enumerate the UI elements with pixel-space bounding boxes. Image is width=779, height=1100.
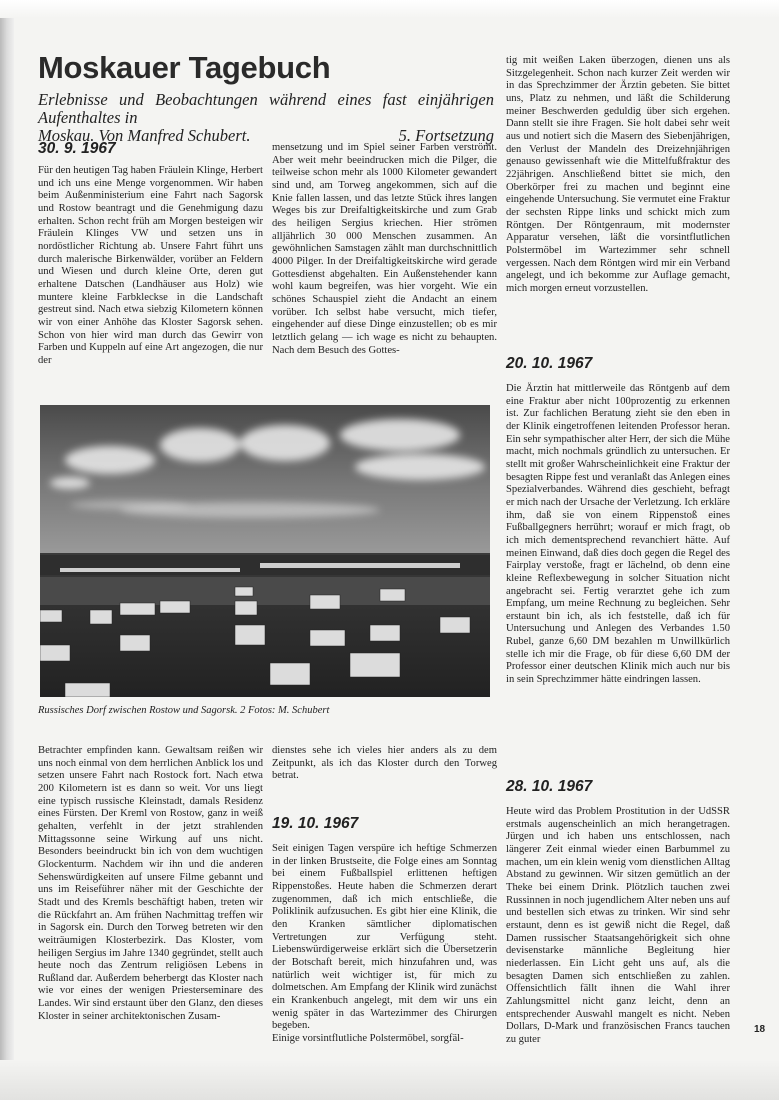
- body-paragraph: dienstes sehe ich vieles hier anders als zu dem Zeitpunkt, als ich das Kloster durch den Torweg betrat.: [272, 745, 497, 782]
- entry-date-heading: 20. 10. 1967: [506, 355, 593, 372]
- page-bottom-margin: [0, 1060, 779, 1100]
- article-column-2-top: [272, 142, 497, 357]
- article-column-2-entry-2: [272, 843, 497, 1046]
- body-paragraph: Betrachter empfinden kann. Gewaltsam reißen wir uns noch einmal von dem herrlichen Anblick los und setzen unsere Fahrt nach Rostock fort. Nach etwa 200 Kilometern ist es dann so weit. Vor uns liegt eine typisch russische Kleinstadt, damals Residenz eines Fürsten. Der Kreml von Rostow, ganz in weiß gehalten, verfehlt in der jetzt strahlenden Mittagssonne seine Wirkung auf uns nicht. Besonders beeindruckt bin ich von dem wuchtigen Glockenturm. Nachdem wir ihn und die anderen Sehenswürdigkeiten auf unsere Filme gebannt und uns im Reiseführer näher mit der Geschichte der Stadt und des Kremls beschäftigt haben, treten wir die Rückfahrt an. Am frühen Nachmittag treffen wir in Sagorsk ein. Durch den Torweg betreten wir den weiträumigen Klosterbezirk. Das Kloster, vom heiligen Sergius im Jahre 1340 gegründet, stellt auch heute noch das Zentrum religiösen Lebens in Rußland dar. Außerdem beherbergt das Kloster nach wie vor eines der wenigen Priesterseminare des Landes. Wir sind erstaunt über den Glanz, den dieses Kloster in seiner architektonischen Zusam-: [38, 745, 263, 1022]
- village-landscape-image: [40, 405, 490, 697]
- author-byline: Moskau. Von Manfred Schubert.: [38, 126, 251, 145]
- article-column-1-bottom: [38, 745, 263, 1023]
- body-paragraph: Die Ärztin hat mittlerweile das Röntgenb auf dem eine Fraktur aber nicht 100prozentig zu erkennen ist. Zur fachlichen Beratung zieht sie den eben in der Klinik eingetroffenen leitenden Professor heran. Ein sehr sympathischer alter Herr, der sich die Mühe macht, mich nochmals gründlich zu untersuchen. Er stellt mit großer Wahrscheinlichkeit eine Fraktur der besagten Rippe fest und veranlaßt das Anlegen eines Spezialverbandes. Während dies geschieht, befragt er mich nach der Ursache der Verletzung. Ich erkläre ihm, daß sie von einem Rippenstoß eines Fußballgegners herrührt; worauf er mich fragt, ob ich mich dementsprechend revanchiert hätte. Auf meinen Einwand, daß dies doch gegen die Regel des Fairplay verstoße, fragt er lächelnd, ob denn eine kleine Reflexbewegung in solcher Situation nicht angebracht sei. Fertig verarztet gehe ich zum Empfang, um meine Rechnung zu begleichen. Sehr erstaunt bin ich, als ich feststelle, daß ich für Untersuchung und Anlegen des Verbandes 1.50 Rubel, ganze 6,60 DM bezahlen m Unwillkürlich stelle ich mir die Frage, ob für diese 6,60 DM der Professor einer deutschen Klinik mich auch nur bis in sein Sprechzimmer hätte eindringen lassen.: [506, 383, 730, 686]
- body-paragraph: mensetzung und im Spiel seiner Farben verströmt. Aber weit mehr beeindrucken mich die Pilger, die teilweise schon mehr als 1000 Kilometer gewandert sind und, am Torweg angekommen, sich auf die Knie fallen lassen, und das letzte Stück ihres langen Weges bis zur Dreifaltigkeitskirche und zum Grab des heiligen Sergius kriechen. Hier strömen alljährlich 30 000 Menschen zusammen. An gewöhnlichen Samstagen zählt man durchschnittlich 4000 Pilger. In der Dreifaltigkeitskirche wird gerade Gottesdienst abgehalten. Ein Außenstehender kann wohl kaum begreifen, was hier vorgeht. Wie ein schönes Schauspiel zieht die Andacht an einem vorüber. Ich selbst habe versucht, mich tiefer, eingehender auf diese Dinge einzustellen; ob es mir letztlich gelang — ich wage es nicht zu behaupten. Nach dem Besuch des Gottes-: [272, 142, 497, 356]
- article-column-3-top: [506, 55, 730, 295]
- article-column-1-top: [38, 165, 263, 368]
- article-subtitle: [38, 91, 494, 145]
- installment-label: 5. Fortsetzung: [398, 126, 494, 145]
- village-photo: [40, 405, 490, 697]
- body-paragraph: Für den heutigen Tag haben Fräulein Klinge, Herbert und ich uns eine Menge vorgenommen. Wir haben beim Außenministerium eine Fahrt nach Sagorsk und Rostow beantragt und die Genehmigung dazu erhalten. Schon recht früh am Morgen besteigen wir Fräulein Klinges VW und setzen uns in nordöstlicher Richtung ab. Unsere Fahrt führt uns durch malerische Birkenwälder, vorüber an Feldern und Wiesen und durch kleine Orte, deren gut erhaltene Datschen (Landhäuser aus Holz) wie muntere kleine Farbkleckse in die Landschaft gestreut sind. Nach etwa siebzig Kilometern können wir von einer Anhöhe das Kloster Sagorsk sehen. Schon von hier wird man durch das Gewirr von Farben und Kuppeln auf eine Art angezogen, die nur der: [38, 165, 263, 366]
- photo-caption: Russisches Dorf zwischen Rostow und Sagorsk. 2 Fotos: M. Schubert: [38, 705, 330, 716]
- entry-date-heading: 19. 10. 1967: [272, 815, 359, 832]
- entry-date-heading: 28. 10. 1967: [506, 778, 593, 795]
- body-paragraph: Heute wird das Problem Prostitution in der UdSSR erstmals augenscheinlich an mich herangetragen. Jürgen und ich haben uns entschlossen, nach längerer Zeit einmal wieder einen Barbummel zu machen, um ein klein wenig vom dienstlichen Alltag Abstand zu gewinnen. Wir sitzen gemütlich an der Theke bei einem Drink. Plötzlich tauchen zwei Russinnen in noch jugendlichem Alter neben uns auf und bestellen sich etwas zu trinken. Wir sind sehr erstaunt, denn es ist gewiß nicht die Regel, daß Damen russischer Staatsangehörigkeit sich ohne devisenstarke männliche Begleitung hier niederlassen. Ein Licht geht uns auf, als die besagten Damen sich entschließen zu zahlen. Offensichtlich fällt ihnen die Wahl ihrer Zahlungsmittel nicht ganz leicht, denn an entsprechender Auswahl mangelt es nicht. Neben Dollars, D-Mark und französischen Francs tauchen zu guter: [506, 806, 730, 1045]
- article-column-3-entry-4: [506, 806, 730, 1046]
- page-top-margin: [0, 0, 779, 18]
- page-edge-shadow: [0, 0, 14, 1100]
- subtitle-line-1: Erlebnisse und Beobachtungen während eines fast einjährigen Aufenthaltes in: [38, 90, 494, 127]
- article-column-2-bottom: [272, 745, 497, 783]
- body-paragraph: Einige vorsintflutliche Polstermöbel, sorgfäl-: [272, 1032, 464, 1044]
- body-paragraph: Seit einigen Tagen verspüre ich heftige Schmerzen in der linken Brustseite, die Folge eines am Sonntag bei einem Fußballspiel erlittenen heftigen Rippenstoßes. Heute haben die Schmerzen derart zugenommen, daß ich mich entschließe, die Poliklinik aufzusuchen. Es gibt hier eine Klinik, die den Kranken sämtlicher diplomatischen Vertretungen zur Verfügung steht. Liebenswürdigerweise erklärt sich die Übersetzerin der Botschaft bereit, mich hinzufahren und, was natürlich weit wichtiger ist, für mich zu dolmetschen. Am Empfang der Klinik wird zunächst ein Krankenbuch angelegt, mit dem wir uns ein wenig später in das Wartezimmer des Chirurgen begeben.: [272, 843, 497, 1032]
- article-column-3-entry-3: [506, 383, 730, 687]
- body-paragraph: tig mit weißen Laken überzogen, dienen uns als Sitzgelegenheit. Schon nach kurzer Zeit werden wir in das Sprechzimmer der Ärztin gebeten. Sie bittet uns, Platz zu nehmen, und läßt die Schilderung meiner Beschwerden geduldig über sich ergehen. Dann stellt sie ihre Fragen. Sie holt dabei sehr weit aus und notiert sich die Masern des Siebenjährigen, den Verlust der Mandeln des Dreizehnjährigen genauso gewissenhaft wie die Mittelfußfraktur des 22jährigen. Anschließend bittet sie mich, den Oberkörper frei zu machen und beginnt eine eingehende Untersuchung. Sie vermutet eine Fraktur der sechsten Rippe links und schickt mich zum Röntgen. Der Röntgenraum, mit modernster Apparatur versehen, läßt die vorsintflutlichen Polstermöbel im Wartezimmer sehr schnell vergessen. Nach dem Röntgen wird mir ein Verband angelegt, und ich bekomme zur Auflage gemacht, mich morgen erneut vorzustellen.: [506, 55, 730, 294]
- article-title: Moskauer Tagebuch: [38, 50, 331, 85]
- page-number: 18: [754, 1024, 766, 1035]
- entry-date-heading: 30. 9. 1967: [38, 140, 116, 157]
